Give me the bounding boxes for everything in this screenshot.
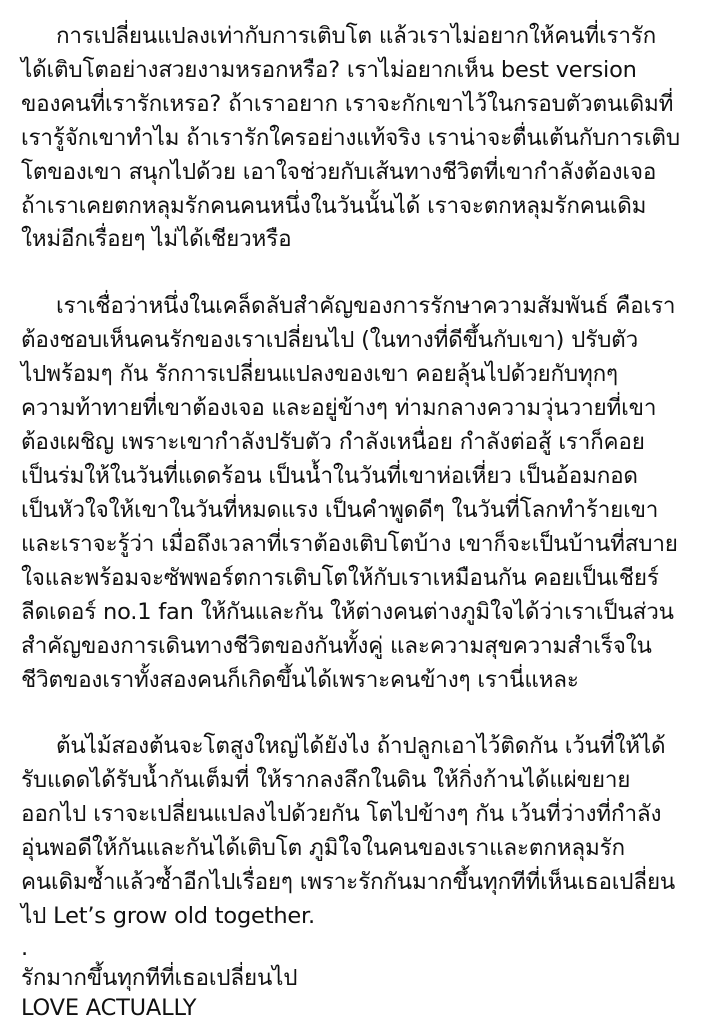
paragraph-2-line-10: ลีดเดอร์ no.1 fan ให้กันและกัน ให้ต่างคนต่างภูมิใจได้ว่าเราเป็นส่วน — [21, 599, 674, 625]
paragraph-2-line-2: ต้องชอบเห็นคนรักของเราเปลี่ยนไป (ในทางที่ดีขึ้นกับเขา) ปรับตัว — [21, 327, 639, 353]
paragraph-1-line-7: ใหม่อีกเรื่อยๆ ไม่ได้เชียวหรือ — [21, 226, 292, 252]
closing-line: รักมากขึ้นทุกทีที่เธอเปลี่ยนไป — [21, 965, 298, 991]
paragraph-2-line-1: เราเชื่อว่าหนึ่งในเคล็ดลับสำคัญของการรักษาความสัมพันธ์ คือเรา — [56, 293, 676, 319]
paragraph-1-line-4: เรารู้จักเขาทำไม ถ้าเรารักใครอย่างแท้จริง เราน่าจะตื่นเต้นกับการเติบ — [21, 125, 680, 151]
paragraph-3-line-4: อุ่นพอดีให้กันและกันได้เติบโต ภูมิใจในคนของเราและตกหลุมรัก — [21, 835, 625, 861]
paragraph-2-line-5: ต้องเผชิญ เพราะเขากำลังปรับตัว กำลังเหนื่อย กำลังต่อสู้ เราก็คอย — [21, 429, 645, 455]
paragraph-2-line-3: ไปพร้อมๆ กัน รักการเปลี่ยนแปลงของเขา คอยลุ้นไปด้วยกับทุกๆ — [21, 361, 618, 387]
paragraph-1-line-2: ได้เติบโตอย่างสวยงามหรอกหรือ? เราไม่อยากเห็น best version — [21, 57, 637, 83]
paragraph-3-line-1: ต้นไม้สองต้นจะโตสูงใหญ่ได้ยังไง ถ้าปลูกเอาไว้ติดกัน เว้นที่ให้ได้ — [56, 733, 666, 759]
paragraph-2-line-12: ชีวิตของเราทั้งสองคนก็เกิดขึ้นได้เพราะคนข้างๆ เรานี่แหละ — [21, 667, 579, 693]
paragraph-2-line-8: และเราจะรู้ว่า เมื่อถึงเวลาที่เราต้องเติบโตบ้าง เขาก็จะเป็นบ้านที่สบาย — [21, 531, 678, 557]
paragraph-2-line-6: เป็นร่มให้ในวันที่แดดร้อน เป็นน้ำในวันที่เขาห่อเหี่ยว เป็นอ้อมกอด — [21, 463, 638, 489]
paragraph-1-line-3: ของคนที่เรารักเหรอ? ถ้าเราอยาก เราจะกักเขาไว้ในกรอบตัวตนเดิมที่ — [21, 91, 674, 117]
paragraph-1-line-6: ถ้าเราเคยตกหลุมรักคนคนหนึ่งในวันนั้นได้ เราจะตกหลุมรักคนเดิม — [21, 193, 647, 219]
paragraph-3-line-6: ไป Let’s grow old together. — [21, 903, 315, 929]
paragraph-2-line-7: เป็นหัวใจให้เขาในวันที่หมดแรง เป็นคำพูดดีๆ ในวันที่โลกทำร้ายเขา — [21, 497, 659, 523]
paragraph-1-line-5: โตของเขา สนุกไปด้วย เอาใจช่วยกับเส้นทางชีวิตที่เขากำลังต้องเจอ — [21, 159, 657, 185]
paragraph-3-line-2: รับแดดได้รับน้ำกันเต็มที่ ให้รากลงลึกในดิน ให้กิ่งก้านได้แผ่ขยาย — [21, 767, 631, 793]
paragraph-1-line-1: การเปลี่ยนแปลงเท่ากับการเติบโต แล้วเราไม่อยากให้คนที่เรารัก — [56, 23, 657, 49]
paragraph-3-line-3: ออกไป เราจะเปลี่ยนแปลงไปด้วยกัน โตไปข้างๆ กัน เว้นที่ว่างที่กำลัง — [21, 801, 662, 827]
paragraph-2-line-11: สำคัญของการเดินทางชีวิตของกันทั้งคู่ และความสุขความสำเร็จใน — [21, 633, 652, 659]
paragraph-3-line-5: คนเดิมซ้ำแล้วซ้ำอีกไปเรื่อยๆ เพราะรักกันมากขึ้นทุกทีที่เห็นเธอเปลี่ยน — [21, 869, 676, 895]
paragraph-2-line-9: ใจและพร้อมจะซัพพอร์ตการเติบโตให้กับเราเหมือนกัน คอยเป็นเชียร์ — [21, 565, 659, 591]
paragraph-2-line-4: ความท้าทายที่เขาต้องเจอ และอยู่ข้างๆ ท่ามกลางความวุ่นวายที่เขา — [21, 395, 657, 421]
separator-dot: . — [21, 935, 28, 961]
signature: LOVE ACTUALLY — [21, 995, 197, 1021]
